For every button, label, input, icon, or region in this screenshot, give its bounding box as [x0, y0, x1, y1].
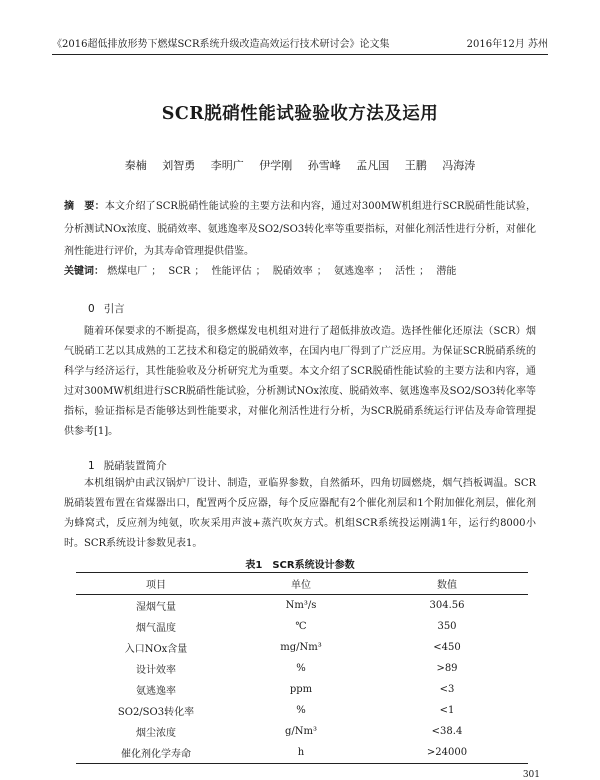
- abstract-text: 本文介绍了SCR脱硝性能试验的主要方法和内容，通过对300MW机组进行SCR脱硝性能试验，分析测试NOx浓度、脱硝效率、氨逃逸率及SO2/SO3转化率等重要指标，对催化剂活性进行分析，对催化剂性能进行评价，为其寿命管理提供借鉴。: [64, 201, 537, 257]
- table-caption-title: SCR系统设计参数: [272, 560, 355, 571]
- keyword: 潜能: [436, 266, 457, 277]
- section-heading-device: [88, 458, 167, 473]
- abstract: [64, 196, 536, 264]
- column-header: 项目: [76, 573, 236, 595]
- keywords: 关键词： 燃煤电厂 ； SCR ； 性能评估 ； 脱硝效率 ； 氨逃逸率 ； 活性 ； 潜能: [64, 266, 457, 277]
- paper-title: SCR脱硝性能试验验收方法及运用: [161, 104, 439, 124]
- table-cell: Nm³/s: [285, 600, 317, 611]
- table-row: [76, 721, 528, 742]
- table-caption-number: 表1: [245, 560, 263, 571]
- table-row: [76, 742, 528, 764]
- author-name: 秦楠: [124, 159, 147, 172]
- table-row: [76, 637, 528, 658]
- author-name: 孙雪峰: [307, 159, 341, 172]
- keyword: 脱硝效率: [272, 266, 313, 277]
- table-cell: 304.56: [429, 600, 465, 611]
- running-header: [52, 38, 548, 55]
- author-list: [0, 157, 600, 173]
- keyword: 活性: [395, 266, 416, 277]
- section-number: 1: [88, 460, 95, 472]
- abstract-label: 摘 要：: [64, 201, 105, 212]
- section-number: 0: [88, 303, 95, 315]
- table-cell: mg/Nm³: [280, 642, 322, 653]
- table-cell: %: [296, 663, 306, 674]
- table-cell: <450: [433, 642, 461, 653]
- table-cell: <1: [439, 705, 455, 716]
- table-cell: 入口NOx含量: [124, 644, 188, 655]
- table-cell: 烟气温度: [136, 623, 176, 634]
- keywords-label: 关键词：: [64, 266, 104, 277]
- keyword: SCR: [168, 266, 191, 277]
- table-cell: <3: [439, 684, 455, 695]
- table-cell: <38.4: [431, 726, 463, 737]
- section-title: 引言: [103, 303, 125, 315]
- author-name: 孟凡国: [356, 159, 390, 172]
- table-cell: 设计效率: [136, 665, 176, 676]
- table-cell: SO2/SO3转化率: [117, 707, 195, 718]
- keyword: 氨逃逸率: [333, 266, 374, 277]
- author-name: 李明广: [210, 159, 244, 172]
- table-cell: >24000: [366, 742, 528, 764]
- table-cell: 湿烟气量: [136, 602, 176, 613]
- column-header: 单位: [236, 573, 366, 595]
- table-row: [76, 616, 528, 637]
- table-cell: 350: [437, 621, 457, 632]
- table-row: [76, 658, 528, 679]
- author-name: 刘智勇: [162, 159, 196, 172]
- header-date-location: 2016年12月 苏州: [466, 39, 548, 50]
- table-cell: ℃: [295, 621, 307, 632]
- header-proceedings-title: 《2016超低排放形势下燃煤SCR系统升级改造高效运行技术研讨会》论文集: [52, 39, 390, 50]
- table-cell: g/Nm³: [284, 726, 317, 737]
- table-caption: [0, 556, 600, 571]
- table-cell: >89: [436, 663, 458, 674]
- table-cell: 催化剂化学寿命: [76, 742, 236, 764]
- author-name: 王鹏: [404, 159, 427, 172]
- device-paragraph: 本机组锅炉由武汉锅炉厂设计、制造，亚临界参数，自然循环，四角切圆燃烧，烟气挡板调温。SCR脱硝装置布置在省煤器出口，配置两个反应器，每个反应器配有2个催化剂层和1个附加催化剂层，催化剂为蜂窝式，反应剂为纯氨，吹灰采用声波+蒸汽吹灰方式。机组SCR系统投运刚满1年，运行约8000小时。SCR系统设计参数见表1。: [64, 478, 536, 549]
- keyword: 性能评估: [211, 266, 252, 277]
- page-number: 301: [522, 770, 540, 780]
- keyword: 燃煤电厂: [107, 266, 148, 277]
- author-name: 伊学刚: [259, 159, 293, 172]
- introduction-paragraph: 随着环保要求的不断提高，很多燃煤发电机组对进行了超低排放改造。选择性催化还原法（SCR）烟气脱硝工艺以其成熟的工艺技术和稳定的脱硝效率，在国内电厂得到了广泛应用。为保证SCR脱硝系统的科学与经济运行，其性能验收及分析研究尤为重要。本文介绍了SCR脱硝性能试验的主要方法和内容，通过对300MW机组进行SCR脱硝性能试验，分析测试NOx浓度、脱硝效率、氨逃逸率及SO2/SO3转化率等指标，验证指标是否能够达到性能要求，对催化剂活性进行分析，为SCR脱硝系统运行评估及寿命管理提供参考[1]。: [64, 326, 536, 437]
- table-cell: 氨逃逸率: [136, 686, 176, 697]
- section-title: 脱硝装置简介: [103, 460, 167, 472]
- table-cell: h: [236, 742, 366, 764]
- scr-design-parameters-table: [76, 572, 528, 764]
- author-name: 冯海涛: [442, 159, 476, 172]
- table-cell: ppm: [289, 684, 313, 695]
- table-cell: 烟尘浓度: [136, 728, 176, 739]
- table-header-row: [76, 573, 528, 595]
- table-row: [76, 595, 528, 617]
- section-heading-introduction: [88, 301, 125, 316]
- column-header: 数值: [366, 573, 528, 595]
- table-row: [76, 679, 528, 700]
- table-row: [76, 700, 528, 721]
- table-cell: %: [296, 705, 306, 716]
